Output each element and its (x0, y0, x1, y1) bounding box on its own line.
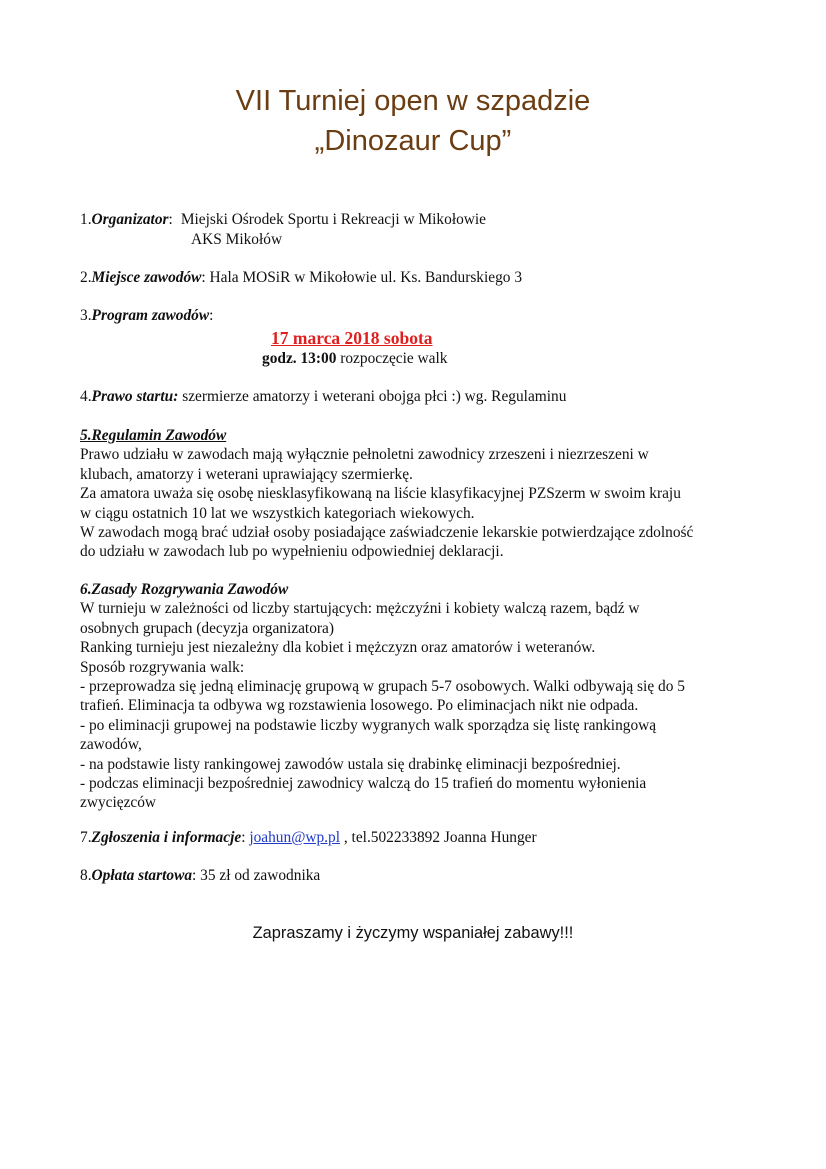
closing-invitation: Zapraszamy i życzymy wspaniałej zabawy!!! (252, 924, 574, 942)
section-eligibility (80, 387, 566, 406)
regulations-heading: 5.Regulamin Zawodów (80, 427, 227, 444)
section-number: 3. (80, 307, 92, 324)
fee-label: Opłata startowa (91, 867, 193, 884)
document-title: VII Turniej open w szpadzie (235, 85, 591, 117)
regulations-line: Za amatora uważa się osobę niesklasyfikowaną na liście klasyfikacyjnej PZSzerm w swoim kraju (80, 485, 681, 503)
regulations-line: klubach, amatorzy i weterani uprawiający szermierkę. (80, 465, 413, 483)
document-subtitle: „Dinozaur Cup” (314, 125, 512, 157)
label-colon: : (209, 307, 214, 324)
rules-line: Ranking turnieju jest niezależny dla kobiet i mężczyzn oraz amatorów i weteranów. (80, 639, 596, 657)
section-number: 2. (80, 269, 92, 286)
organizer-text: Miejski Ośrodek Sportu i Rekreacji w Mikołowie (180, 211, 487, 228)
rules-heading: 6.Zasady Rozgrywania Zawodów (80, 581, 289, 598)
section-registration (80, 828, 537, 847)
regulations-line: W zawodach mogą brać udział osoby posiadające zaświadczenie lekarskie potwierdzające zdolność (80, 524, 694, 542)
regulations-line: Prawo udziału w zawodach mają wyłącznie pełnoletni zawodnicy zrzeszeni i niezrzeszeni w (80, 446, 649, 464)
event-time-text: rozpoczęcie walk (336, 350, 448, 367)
section-venue (80, 268, 522, 287)
regulations-line: do udziału w zawodach lub po wypełnieniu odpowiedniej deklaracji. (80, 543, 504, 561)
rules-line: Sposób rozgrywania walk: (80, 658, 245, 676)
section-number: 7. (80, 829, 92, 846)
organizer-label: Organizator (91, 211, 169, 228)
section-organizer (80, 210, 486, 229)
eligibility-text: szermierze amatorzy i weterani obojga płci :) wg. Regulaminu (178, 388, 567, 405)
label-colon: : (241, 829, 250, 846)
event-time-hour: godz. 13:00 (262, 350, 337, 367)
venue-text: : Hala MOSiR w Mikołowie ul. Ks. Bandurskiego 3 (201, 269, 523, 286)
fee-text: : 35 zł od zawodnika (192, 867, 321, 884)
eligibility-label: Prawo startu (91, 388, 174, 405)
section-regulations (80, 426, 693, 562)
rules-line: - po eliminacji grupowej na podstawie liczby wygranych walk sporządza się listę rankingową (80, 716, 657, 734)
section-program (80, 306, 213, 325)
event-time (262, 350, 447, 368)
section-fee (80, 866, 320, 885)
section-number: 1. (80, 211, 92, 228)
section-rules (80, 580, 685, 813)
section-number: 8. (80, 867, 92, 884)
label-colon: : (168, 211, 173, 228)
contact-email-link[interactable]: joahun@wp.pl (249, 829, 341, 846)
rules-line: osobnych grupach (decyzja organizatora) (80, 619, 334, 637)
rules-line: zwycięzców (80, 794, 157, 812)
organizer-club: AKS Mikołów (191, 231, 283, 248)
registration-label: Zgłoszenia i informacje (91, 829, 242, 846)
rules-line: W turnieju w zależności od liczby startujących: mężczyźni i kobiety walczą razem, bądź w (80, 600, 640, 618)
regulations-line: w ciągu ostatnich 10 lat we wszystkich kategoriach wiekowych. (80, 504, 475, 522)
event-date: 17 marca 2018 sobota (271, 328, 433, 348)
label-colon: : (173, 388, 179, 405)
section-number: 4. (80, 388, 92, 405)
venue-label: Miejsce zawodów (91, 269, 202, 286)
contact-text: , tel.502233892 Joanna Hunger (340, 829, 537, 846)
rules-line: - podczas eliminacji bezpośredniej zawodnicy walczą do 15 trafień do momentu wyłonienia (80, 775, 647, 793)
rules-line: - na podstawie listy rankingowej zawodów ustala się drabinkę eliminacji bezpośredniej. (80, 755, 621, 773)
rules-line: - przeprowadza się jedną eliminację grupową w grupach 5-7 osobowych. Walki odbywają się do 5 (80, 678, 685, 696)
rules-line: trafień. Eliminacja ta odbywa wg rozstawienia losowego. Po eliminacjach nikt nie odpada. (80, 697, 639, 715)
program-label: Program zawodów (91, 307, 210, 324)
rules-line: zawodów, (80, 736, 142, 754)
